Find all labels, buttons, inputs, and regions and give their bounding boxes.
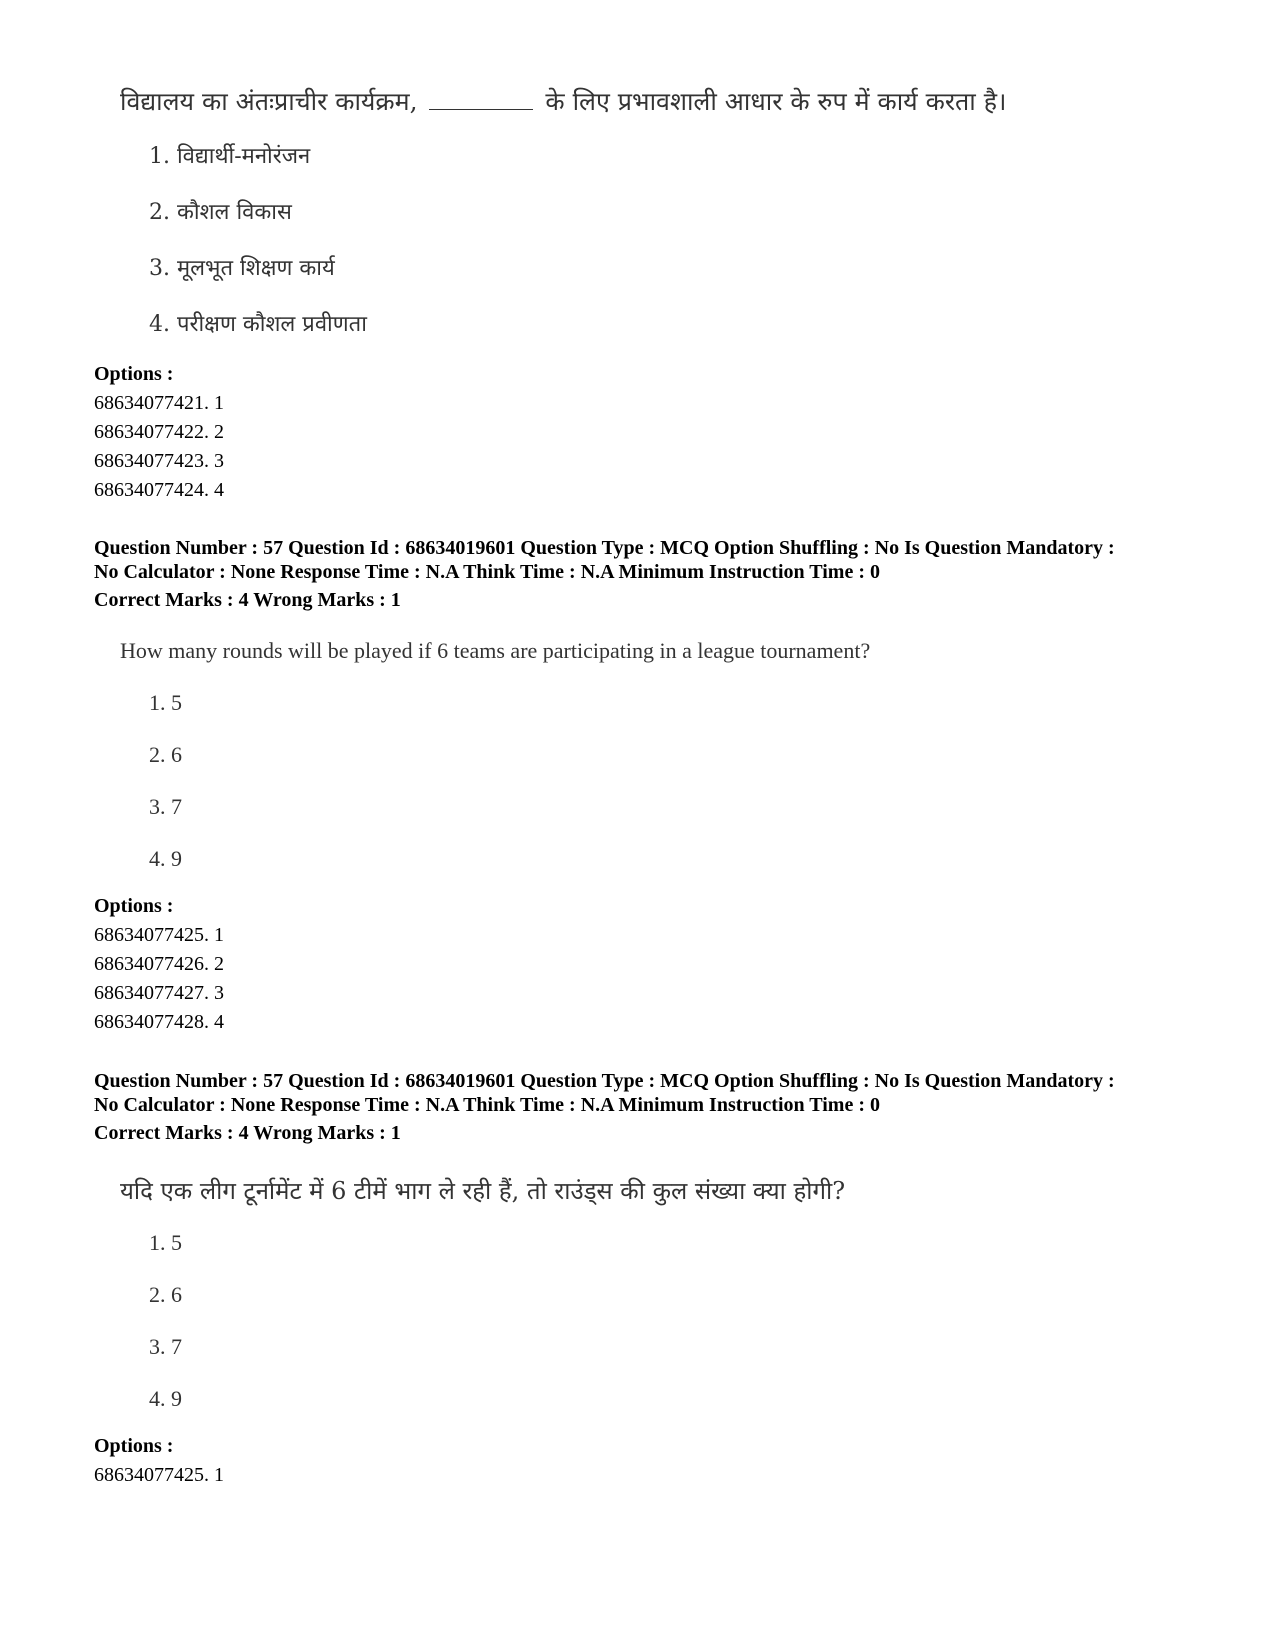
option-id-line: 68634077427. 3 (94, 982, 224, 1004)
stem-text-after-blank: के लिए प्रभावशाली आधार के रुप में कार्य करता है। (545, 87, 1007, 116)
option-id-line: 68634077428. 4 (94, 1011, 224, 1033)
option-id-line: 68634077425. 1 (94, 924, 224, 946)
question-meta-line: Question Number : 57 Question Id : 68634019601 Question Type : MCQ Option Shuffling : No Is Question Mandatory : (94, 537, 1115, 559)
answer-choice: 3. मूलभूत शिक्षण कार्य (149, 256, 335, 281)
answer-choice: 1. 5 (149, 690, 182, 715)
question-stem: यदि एक लीग टूर्नामेंट में 6 टीमें भाग ले रही हैं, तो राउंड्स की कुल संख्या क्या होगी? (120, 1177, 846, 1205)
option-id-line: 68634077426. 2 (94, 953, 224, 975)
option-id-line: 68634077424. 4 (94, 479, 224, 501)
answer-choice: 3. 7 (149, 794, 182, 819)
options-label: Options : (94, 1435, 174, 1457)
options-block (94, 892, 224, 1037)
answer-choice: 2. कौशल विकास (149, 200, 292, 225)
option-id-line: 68634077421. 1 (94, 392, 224, 414)
stem-text-before-blank: विद्यालय का अंतःप्राचीर कार्यक्रम, (120, 87, 418, 116)
answer-choice: 4. 9 (149, 846, 182, 871)
question-stem: How many rounds will be played if 6 teams are participating in a league tournament? (120, 638, 871, 663)
answer-choice: 2. 6 (149, 742, 182, 767)
question-stem (120, 84, 1006, 118)
options-label: Options : (94, 363, 174, 385)
question-meta-line: No Calculator : None Response Time : N.A Think Time : N.A Minimum Instruction Time : 0 (94, 1094, 880, 1116)
option-id-line: 68634077425. 1 (94, 1464, 224, 1486)
question-meta-line: Question Number : 57 Question Id : 68634019601 Question Type : MCQ Option Shuffling : No Is Question Mandatory : (94, 1070, 1115, 1092)
question-meta (94, 1069, 1115, 1117)
options-block (94, 1432, 224, 1490)
options-block (94, 360, 224, 505)
answer-choice: 1. 5 (149, 1230, 182, 1255)
question-meta (94, 536, 1115, 584)
options-label: Options : (94, 895, 174, 917)
option-id-line: 68634077422. 2 (94, 421, 224, 443)
marks-line: Correct Marks : 4 Wrong Marks : 1 (94, 1122, 401, 1144)
marks-line: Correct Marks : 4 Wrong Marks : 1 (94, 589, 401, 611)
answer-choice: 4. परीक्षण कौशल प्रवीणता (149, 312, 367, 337)
answer-choice: 2. 6 (149, 1282, 182, 1307)
option-id-line: 68634077423. 3 (94, 450, 224, 472)
answer-choice: 1. विद्यार्थी-मनोरंजन (149, 144, 311, 169)
fill-in-blank (429, 91, 533, 110)
question-meta-line: No Calculator : None Response Time : N.A Think Time : N.A Minimum Instruction Time : 0 (94, 561, 880, 583)
answer-choice: 4. 9 (149, 1386, 182, 1411)
answer-choice: 3. 7 (149, 1334, 182, 1359)
